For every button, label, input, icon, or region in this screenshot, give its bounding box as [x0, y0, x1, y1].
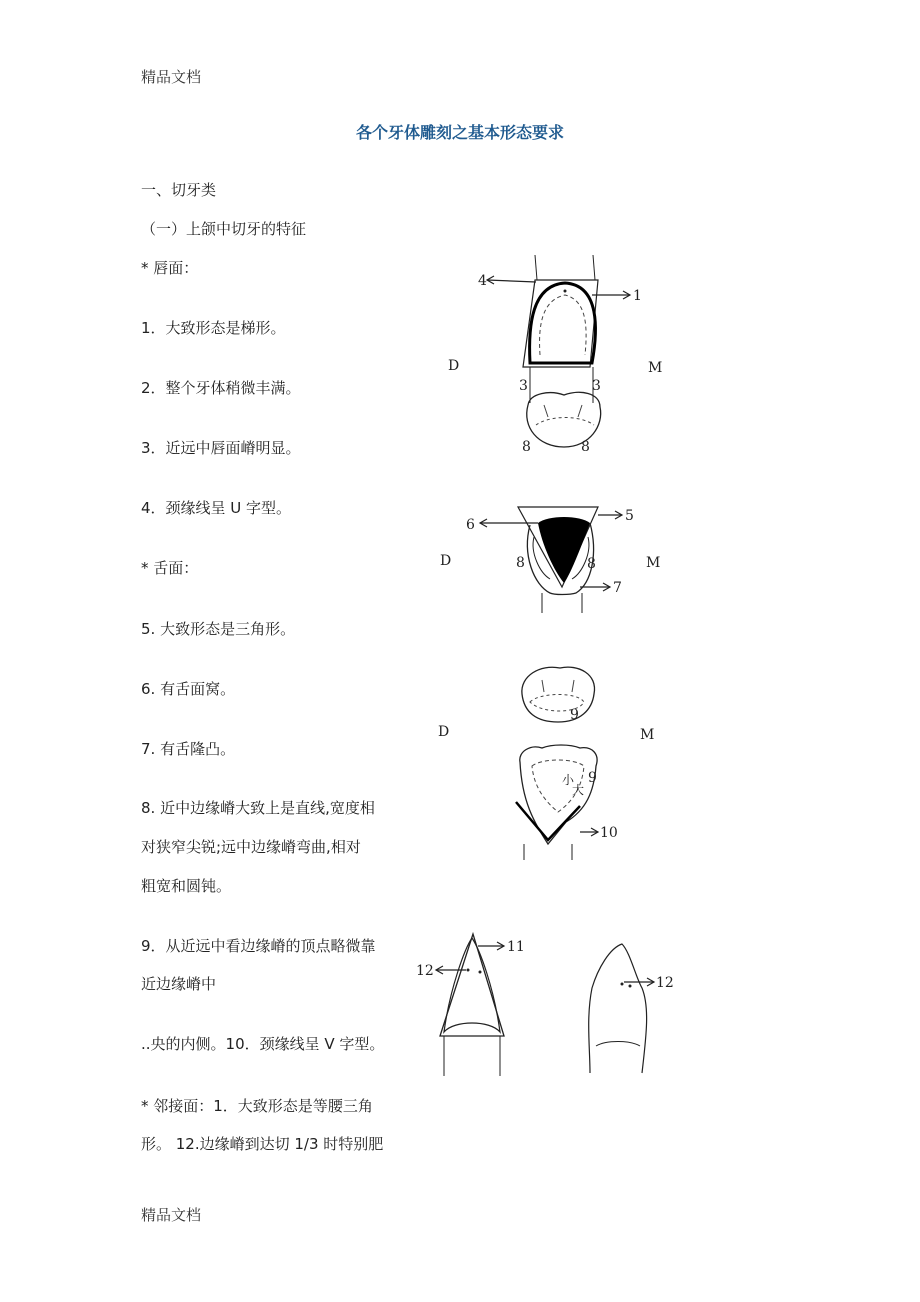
label-D: D: [448, 358, 460, 374]
label-big: 大: [572, 783, 585, 797]
text-line: 8. 近中边缘嵴大致上是直线,宽度相: [141, 799, 375, 817]
text-line: 6. 有舌面窝。: [141, 680, 236, 698]
label-3: 3: [519, 378, 528, 394]
text-line: 1．大致形态是梯形。: [141, 319, 286, 337]
label-12: 12: [416, 963, 434, 979]
label-M: M: [648, 360, 663, 376]
text-line: 4．颈缘线呈 U 字型。: [141, 499, 292, 517]
page-header: 精品文档: [141, 68, 202, 86]
label-11: 11: [507, 939, 525, 955]
label-M: M: [640, 727, 655, 743]
lingual-view-figure: [430, 495, 680, 615]
text-line: 2．整个牙体稍微丰满。: [141, 379, 301, 397]
label-D: D: [440, 553, 452, 569]
label-9: 9: [588, 770, 597, 786]
labial-view-figure: [430, 255, 680, 465]
text-line: 形。 12.边缘嵴到达切 1/3 时特别肥: [141, 1135, 384, 1153]
text-line: 5. 大致形态是三角形。: [141, 620, 296, 638]
text-line: 3．近远中唇面嵴明显。: [141, 439, 301, 457]
label-7: 7: [613, 580, 622, 596]
text-line: * 舌面：: [141, 559, 199, 577]
text-line: （一）上颌中切牙的特征: [141, 220, 307, 238]
text-line: 7. 有舌隆凸。: [141, 740, 236, 758]
text-line: ..央的内侧。10．颈缘线呈 V 字型。: [141, 1035, 385, 1053]
label-9: 9: [570, 707, 579, 723]
label-1: 1: [633, 288, 642, 304]
label-12: 12: [656, 975, 674, 991]
label-M: M: [646, 555, 661, 571]
label-small: 小: [562, 773, 575, 787]
label-10: 10: [600, 825, 618, 841]
text-line: 粗宽和圆钝。: [141, 877, 232, 895]
text-line: * 唇面：: [141, 259, 199, 277]
page-footer: 精品文档: [141, 1206, 202, 1224]
marginal-ridge-figure: [430, 662, 680, 862]
label-D: D: [438, 724, 450, 740]
text-line: * 邻接面：1．大致形态是等腰三角: [141, 1097, 373, 1115]
proximal-view-figure: [410, 928, 690, 1078]
text-line: 近边缘嵴中: [141, 975, 217, 993]
label-8: 8: [581, 439, 590, 455]
text-line: 对狭窄尖锐;远中边缘嵴弯曲,相对: [141, 838, 361, 856]
label-6: 6: [466, 517, 475, 533]
text-line: 9．从近远中看边缘嵴的顶点略微靠: [141, 937, 376, 955]
label-4: 4: [478, 273, 487, 289]
text-line: 一、切牙类: [141, 181, 217, 199]
label-8: 8: [522, 439, 531, 455]
label-8: 8: [516, 555, 525, 571]
label-5: 5: [625, 508, 634, 524]
document-title: 各个牙体雕刻之基本形态要求: [355, 123, 564, 142]
label-8: 8: [587, 556, 596, 572]
label-3: 3: [592, 378, 601, 394]
